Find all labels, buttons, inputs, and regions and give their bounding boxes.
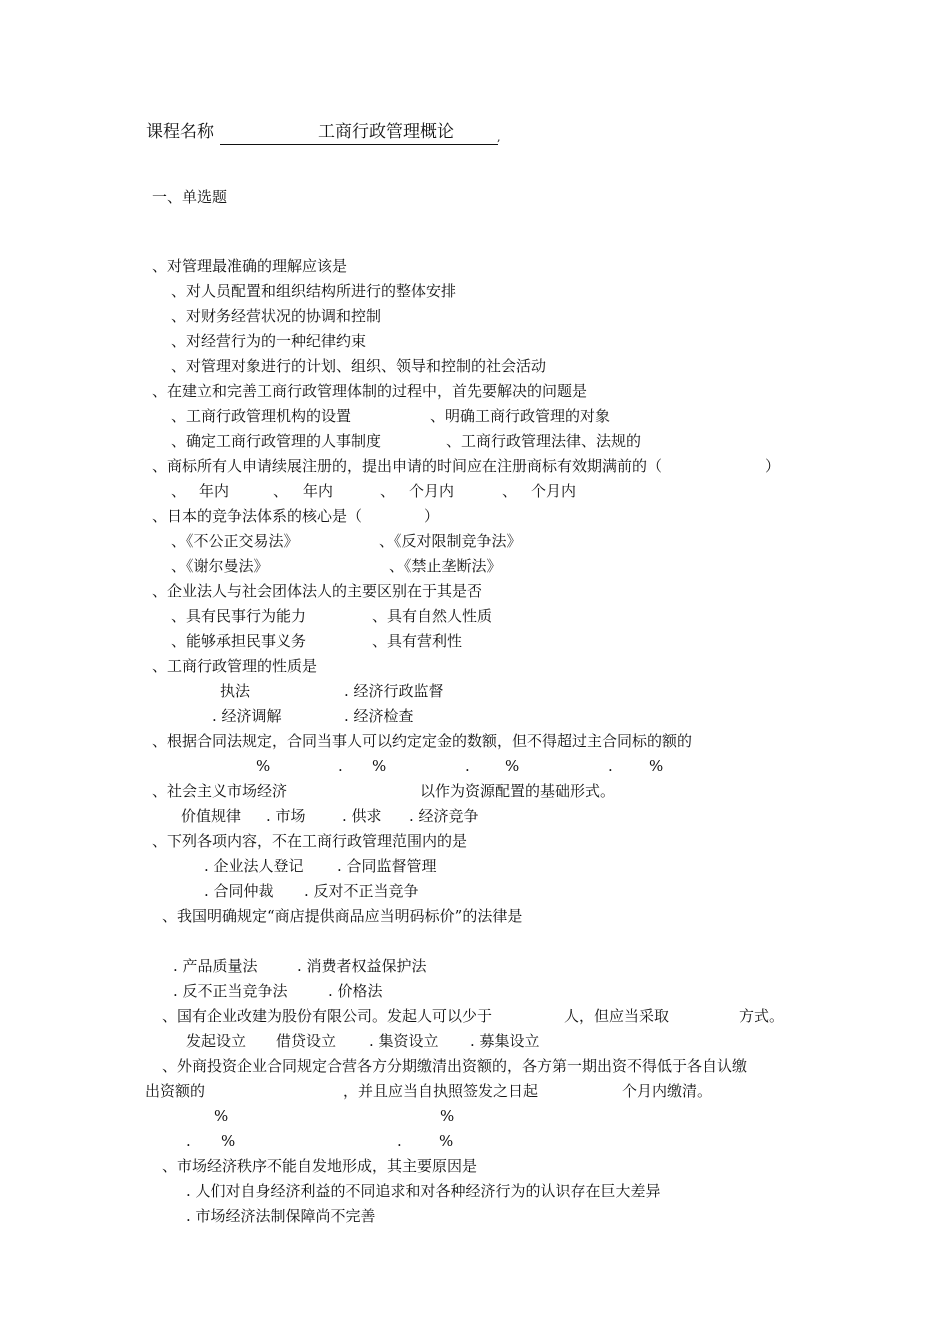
line-q12b-seg-0: 出资额的 <box>145 1082 206 1100</box>
line-q7o-seg-2: % <box>372 757 387 775</box>
line-q5-seg-0: 、企业法人与社会团体法人的主要区别在于其是否 <box>152 582 483 600</box>
line-q3o-seg-3: 年内 <box>303 482 334 500</box>
line-q7o-seg-6: % <box>649 757 664 775</box>
line-q1c-seg-0: 、对经营行为的一种纪律约束 <box>171 332 367 350</box>
line-q5ab-seg-0: 、具有民事行为能力 <box>171 607 307 625</box>
line-q3o-seg-5: 个月内 <box>409 482 455 500</box>
line-q5ab-seg-1: 、具有自然人性质 <box>372 607 493 625</box>
line-q1a-seg-0: 、对人员配置和组织结构所进行的整体安排 <box>171 282 457 300</box>
line-q1-seg-0: 、对管理最准确的理解应该是 <box>152 257 348 275</box>
line-q7o-seg-4: % <box>505 757 520 775</box>
line-q4-seg-1: ） <box>424 507 440 525</box>
line-q4ab-seg-0: 、《不公正交易法》 <box>171 532 299 550</box>
line-q3o-seg-7: 个月内 <box>531 482 577 500</box>
course-name-underline <box>220 144 498 145</box>
line-q5cd-seg-0: 、能够承担民事义务 <box>171 632 307 650</box>
line-q2ab-seg-1: 、明确工商行政管理的对象 <box>430 407 611 425</box>
line-q6ab-seg-1: . 经济行政监督 <box>344 682 444 700</box>
line-q7-seg-0: 、根据合同法规定，合同当事人可以约定定金的数额，但不得超过主合同标的额的 <box>152 732 693 750</box>
line-q3o-seg-6: 、 <box>502 482 518 500</box>
line-q1d-seg-0: 、对管理对象进行的计划、组织、领导和控制的社会活动 <box>171 357 547 375</box>
line-q2cd-seg-1: 、工商行政管理法律、法规的 <box>446 432 642 450</box>
line-q12b-seg-1: ，并且应当自执照签发之日起 <box>343 1082 539 1100</box>
line-q13b-seg-0: . 市场经济法制保障尚不完善 <box>186 1207 376 1225</box>
trail-mark: , <box>497 131 501 144</box>
line-q12ab-seg-0: % <box>214 1107 229 1125</box>
line-q3o-seg-1: 年内 <box>199 482 230 500</box>
line-q11-seg-1: 人，但应当采取 <box>564 1007 670 1025</box>
line-q9-seg-0: 、下列各项内容，不在工商行政管理范围内的是 <box>152 832 468 850</box>
line-q10-seg-0: 、我国明确规定“商店提供商品应当明码标价”的法律是 <box>162 907 523 925</box>
line-q6cd-seg-1: . 经济检查 <box>344 707 414 725</box>
line-q7o-seg-5: . <box>608 757 613 775</box>
line-q6cd-seg-0: . 经济调解 <box>212 707 282 725</box>
line-q12b-seg-2: 个月内缴清。 <box>622 1082 713 1100</box>
line-q10ab-seg-1: . 消费者权益保护法 <box>297 957 427 975</box>
line-q8o-seg-0: 价值规律 <box>181 807 242 825</box>
line-q12cd-seg-1: % <box>221 1132 236 1150</box>
line-q7o-seg-1: . <box>338 757 343 775</box>
line-q12-seg-0: 、外商投资企业合同规定合营各方分期缴清出资额的，各方第一期出资不得低于各自认缴 <box>162 1057 748 1075</box>
line-q10cd-seg-1: . 价格法 <box>328 982 383 1000</box>
line-q8-seg-1: 以作为资源配置的基础形式。 <box>420 782 616 800</box>
line-q10ab-seg-0: . 产品质量法 <box>173 957 258 975</box>
line-q9cd-seg-1: . 反对不正当竞争 <box>304 882 419 900</box>
line-q8o-seg-3: . 经济竞争 <box>409 807 479 825</box>
line-q3o-seg-2: 、 <box>273 482 289 500</box>
line-q1b-seg-0: 、对财务经营状况的协调和控制 <box>171 307 382 325</box>
line-q11o-seg-2: . 集资设立 <box>369 1032 439 1050</box>
course-label: 课程名称 <box>146 122 214 142</box>
line-q12cd-seg-0: . <box>186 1132 191 1150</box>
line-q12cd-seg-3: % <box>439 1132 454 1150</box>
section-title: 一、单选题 <box>152 188 228 206</box>
line-q8-seg-0: 、社会主义市场经济 <box>152 782 288 800</box>
line-q5cd-seg-1: 、具有营利性 <box>372 632 463 650</box>
line-q2-seg-0: 、在建立和完善工商行政管理体制的过程中，首先要解决的问题是 <box>152 382 588 400</box>
line-q10cd-seg-0: . 反不正当竞争法 <box>173 982 288 1000</box>
line-q7o-seg-0: % <box>256 757 271 775</box>
line-q12ab-seg-1: % <box>440 1107 455 1125</box>
line-q11-seg-0: 、国有企业改建为股份有限公司。发起人可以少于 <box>162 1007 493 1025</box>
line-q8o-seg-2: . 供求 <box>342 807 382 825</box>
line-q3-seg-0: 、商标所有人申请续展注册的，提出申请的时间应在注册商标有效期满前的（ <box>152 457 663 475</box>
course-name: 工商行政管理概论 <box>318 122 454 142</box>
line-q13-seg-0: 、市场经济秩序不能自发地形成，其主要原因是 <box>162 1157 478 1175</box>
line-q11-seg-2: 方式。 <box>739 1007 785 1025</box>
line-q13a-seg-0: . 人们对自身经济利益的不同追求和对各种经济行为的认识存在巨大差异 <box>186 1182 661 1200</box>
line-q4cd-seg-0: 、《谢尔曼法》 <box>171 557 269 575</box>
line-q11o-seg-0: 发起设立 <box>186 1032 247 1050</box>
line-q9ab-seg-1: . 合同监督管理 <box>337 857 437 875</box>
line-q6ab-seg-0: 执法 <box>220 682 251 700</box>
line-q9cd-seg-0: . 合同仲裁 <box>204 882 274 900</box>
line-q9ab-seg-0: . 企业法人登记 <box>204 857 304 875</box>
line-q2cd-seg-0: 、确定工商行政管理的人事制度 <box>171 432 382 450</box>
line-q11o-seg-3: . 募集设立 <box>470 1032 540 1050</box>
line-q7o-seg-3: . <box>465 757 470 775</box>
line-q2ab-seg-0: 、工商行政管理机构的设置 <box>171 407 352 425</box>
line-q11o-seg-1: 借贷设立 <box>276 1032 337 1050</box>
line-q12cd-seg-2: . <box>397 1132 402 1150</box>
line-q3o-seg-0: 、 <box>171 482 187 500</box>
line-q6-seg-0: 、工商行政管理的性质是 <box>152 657 318 675</box>
line-q4cd-seg-1: 、《禁止垄断法》 <box>389 557 502 575</box>
line-q8o-seg-1: . 市场 <box>266 807 306 825</box>
line-q3-seg-1: ） <box>765 457 781 475</box>
line-q4ab-seg-1: 、《反对限制竞争法》 <box>379 532 522 550</box>
line-q4-seg-0: 、日本的竞争法体系的核心是（ <box>152 507 363 525</box>
line-q3o-seg-4: 、 <box>380 482 396 500</box>
